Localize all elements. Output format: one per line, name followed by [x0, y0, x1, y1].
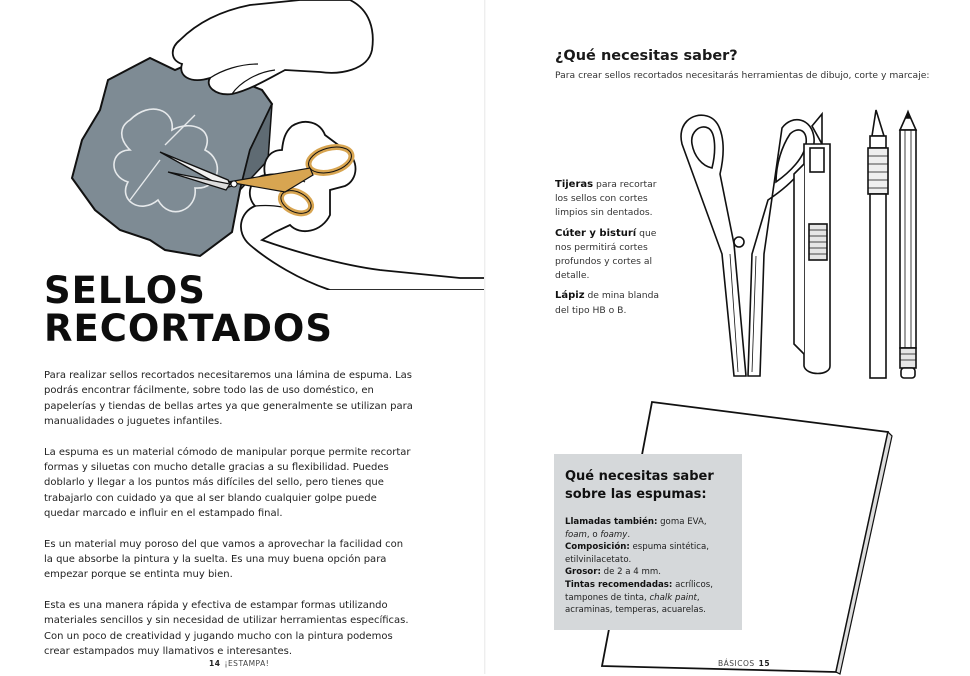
- page-number: 14: [209, 659, 221, 668]
- tool-desc: que nos permitirá cortes profundos y cortes al detalle.: [555, 227, 657, 282]
- page-gutter: [484, 0, 486, 674]
- tool-desc: para recortar los sellos con cortes limpios sin dentados.: [555, 179, 657, 219]
- paragraph: Para realizar sellos recortados necesitaremos una lámina de espuma. Las podrás encontrar fácilmente, sobre todo las de uso doméstico, en papelerías y tiendas de bellas artes ya que generalmente se utilizan para manualidades o juguetes infantiles.: [44, 370, 413, 428]
- foam-info-box: [554, 454, 742, 630]
- title-line-2: RECORTADOS: [44, 307, 334, 350]
- left-page: [0, 0, 485, 674]
- pencil-icon: [900, 112, 916, 378]
- title-line-1: SELLOS: [44, 269, 206, 312]
- foam-composition: [565, 541, 732, 566]
- scalpel-icon: [868, 110, 888, 378]
- value: acrílicos, tampones de tinta,: [565, 579, 713, 603]
- label: Llamadas también:: [565, 517, 658, 527]
- value: goma EVA,: [657, 517, 707, 527]
- foam-also-called: [565, 516, 732, 541]
- paragraph: Esta es una manera rápida y efectiva de estampar formas utilizando materiales sencillos y sin necesidad de utilizar herramientas específicas. Con un poco de creatividad y jugando mucho con la pintura podemos crear estampados muy llamativos e interesantes.: [44, 599, 409, 658]
- value: , acraminas, temperas, acuarelas.: [565, 592, 706, 616]
- tool-list: [555, 178, 667, 324]
- right-footer: [718, 659, 774, 668]
- tool-desc: de mina blanda del tipo HB o B.: [555, 290, 660, 316]
- foam-inks: [565, 579, 732, 617]
- value: de 2 a 4 mm.: [600, 567, 661, 578]
- label: Grosor:: [565, 567, 601, 578]
- label: Composición:: [565, 542, 630, 553]
- hands-cutting-foam-illustration: [0, 0, 485, 290]
- tool-name: Tijeras: [555, 179, 594, 190]
- foam-box-title: Qué necesitas saber sobre las espumas:: [565, 469, 714, 502]
- foam-thickness: [565, 566, 732, 579]
- tool-name: Cúter y bisturí: [555, 227, 637, 239]
- tools-illustration: [672, 104, 932, 384]
- left-footer: [205, 659, 269, 668]
- page-number: 15: [758, 659, 771, 668]
- value: espuma sintética, etilvinilacetato.: [565, 542, 709, 565]
- body-text: [44, 368, 414, 675]
- paragraph: Es un material muy poroso del que vamos a aprovechar la facilidad con la que absorbe la pintura y la suelta. Es una muy buena opción para empezar porque se entinta muy bien.: [44, 538, 404, 581]
- page-title: [44, 269, 334, 350]
- running-head: ¡ESTAMPA!: [224, 659, 270, 668]
- value-italic: foamy: [600, 529, 628, 540]
- paragraph: La espuma es un material cómodo de manipular porque permite recortar formas y siluetas con mucho detalle gracias a su flexibilidad. Puedes doblarlo y llegar a los puntos más difíciles del sello, pero tienes que trabajarlo con cuidado ya que al ser blando cualquier golpe puede quedar marcado e influir en el estampado final.: [44, 446, 411, 520]
- tool-name: Lápiz: [555, 290, 585, 302]
- value-italic: chalk paint: [649, 592, 697, 603]
- value: , o: [586, 529, 601, 540]
- section-heading: ¿Qué necesitas saber?: [555, 48, 738, 64]
- label: Tintas recomendadas:: [565, 579, 673, 590]
- tool-item-scissors: [555, 178, 667, 221]
- value: .: [627, 529, 631, 540]
- tool-item-pencil: [555, 289, 667, 317]
- section-subheading: Para crear sellos recortados necesitarás herramientas de dibujo, corte y marcaje:: [555, 70, 930, 81]
- running-head: BÁSICOS: [718, 659, 755, 668]
- value-italic: foam: [565, 529, 587, 540]
- tool-item-cutter: [555, 227, 667, 284]
